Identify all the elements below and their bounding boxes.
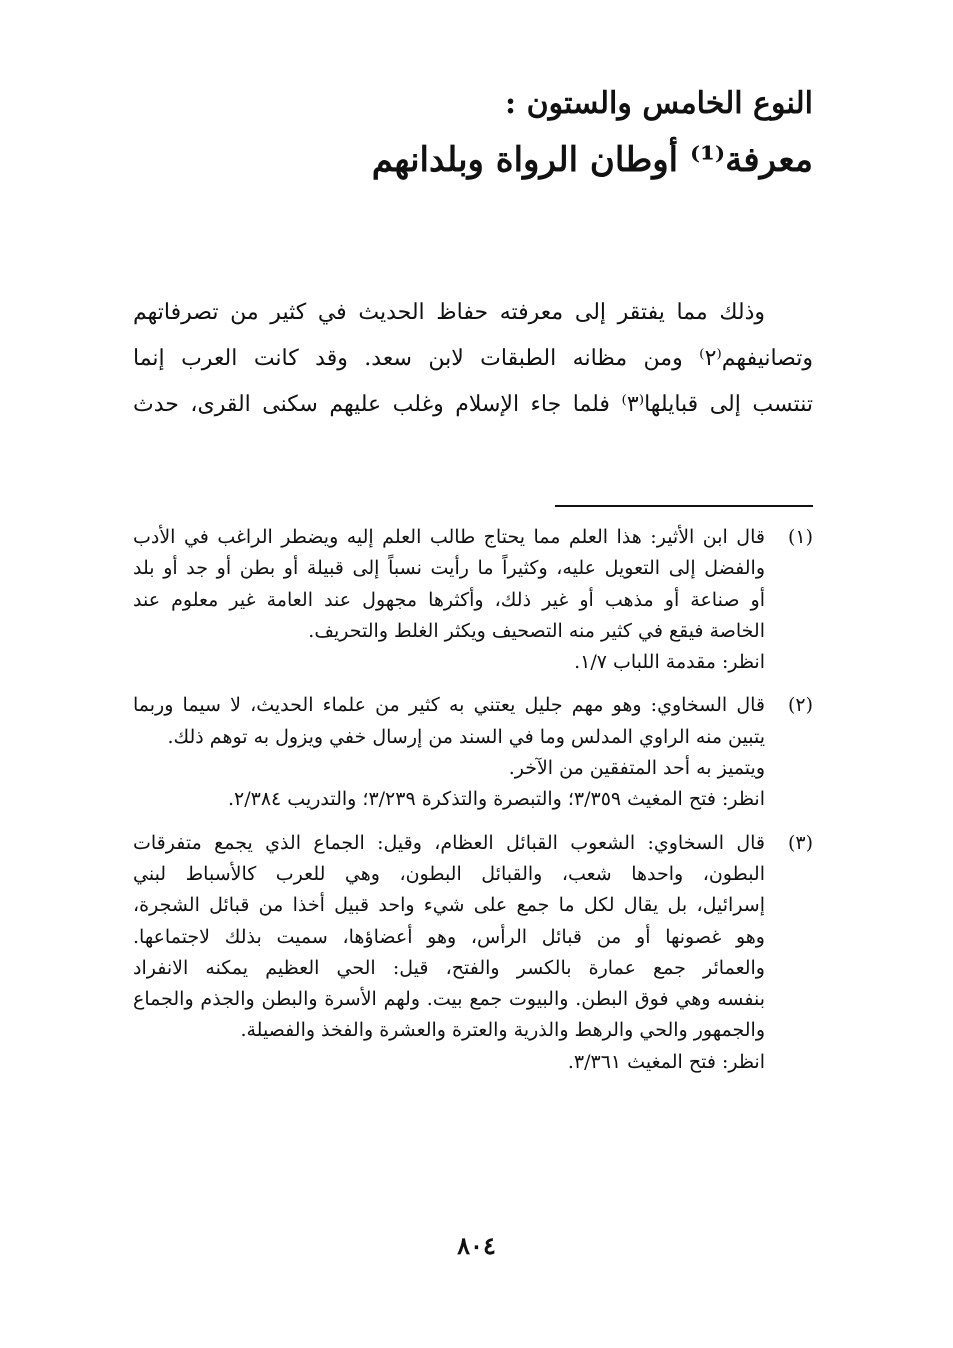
chapter-kind-heading: النوع الخامس والستون : bbox=[505, 86, 813, 121]
body-line: وذلك مما يفتقر إلى معرفته حفاظ الحديث في كثير من تصرفاتهم bbox=[133, 300, 765, 325]
footnote-line: ويتميز به أحد المتفقين من الآخر. bbox=[508, 757, 765, 780]
footnote-reference: انظر: فتح المغيث ٣/٣٦١. bbox=[567, 1050, 765, 1073]
footnote-1 bbox=[133, 522, 813, 678]
footnotes-section bbox=[133, 522, 813, 1090]
footnote-2 bbox=[133, 690, 813, 815]
footnote-line: بنفسه وهي فوق البطن. والبيوت جمع بيت. ولهم الأسرة والبطن والجذم والجماع bbox=[133, 988, 765, 1011]
page-number: ٨٠٤ bbox=[457, 1231, 496, 1260]
footnote-separator-rule bbox=[555, 505, 813, 507]
chapter-title-heading: معرفة⁽¹⁾ أوطان الرواة وبلدانهم bbox=[371, 140, 813, 180]
footnote-reference: انظر: فتح المغيث ٣/٣٥٩؛ والتبصرة والتذكرة ٣/٢٣٩؛ والتدريب ٢/٣٨٤. bbox=[227, 788, 765, 811]
footnote-line: أو صناعة أو مذهب أو غير ذلك، وأكثرها مجهول عند العامة غير معلوم عند bbox=[133, 588, 765, 611]
footnote-number: (١) bbox=[787, 526, 813, 548]
footnote-line: يتبين منه الراوي المدلس وما في السند من إرسال خفي ويزول به توهم ذلك. bbox=[167, 725, 765, 748]
footnote-line: الخاصة فيقع في كثير منه التصحيف ويكثر الغلط والتحريف. bbox=[308, 619, 765, 642]
footnote-line: والفضل إلى التعويل عليه، وكثيراً ما رأيت نسباً إلى قبيلة أو بطن أو جد أو بلد bbox=[133, 557, 765, 580]
footnote-number: (٣) bbox=[787, 831, 813, 854]
footnote-3 bbox=[133, 828, 813, 1078]
footnote-line: قال ابن الأثير: هذا العلم مما يحتاج طالب العلم إليه ويضطر الراغب في الأدب bbox=[133, 526, 765, 548]
footnote-line: إسرائيل، بل يقال لكل ما جمع على شيء واحد قبيل أخذا من قبائل الشجرة، bbox=[133, 894, 765, 917]
footnote-line: قال السخاوي: الشعوب القبائل العظام، وقيل: الجماع الذي يجمع متفرقات bbox=[133, 831, 765, 854]
footnote-line: قال السخاوي: وهو مهم جليل يعتني به كثير من علماء الحديث، لا سيما وربما bbox=[133, 694, 765, 717]
footnote-line: والعمائر جمع عمارة بالكسر والفتح، قيل: الحي العظيم يمكنه الانفراد bbox=[133, 956, 765, 979]
footnote-number: (٢) bbox=[787, 694, 813, 717]
main-body-text bbox=[133, 290, 813, 428]
footnote-line: والجمهور والحي والرهط والذرية والعترة والعشرة والفخذ والفصيلة. bbox=[240, 1019, 765, 1042]
footnote-line: وهو غصونها أو من قبائل الرأس، وهو أعضاؤها، سميت بذلك لاجتماعها. bbox=[133, 925, 765, 948]
body-line: وتصانيفهم⁽٢⁾ ومن مظانه الطبقات لابن سعد. وقد كانت العرب إنما bbox=[133, 346, 813, 371]
footnote-line: البطون، واحدها شعب، والقبائل البطون، وهي للعرب كالأسباط لبني bbox=[133, 862, 765, 885]
footnote-reference: انظر: مقدمة اللباب ١/٧. bbox=[574, 651, 765, 674]
body-line: تنتسب إلى قبايلها⁽٣⁾ فلما جاء الإسلام وغلب عليهم سكنى القرى، حدث bbox=[133, 392, 813, 417]
